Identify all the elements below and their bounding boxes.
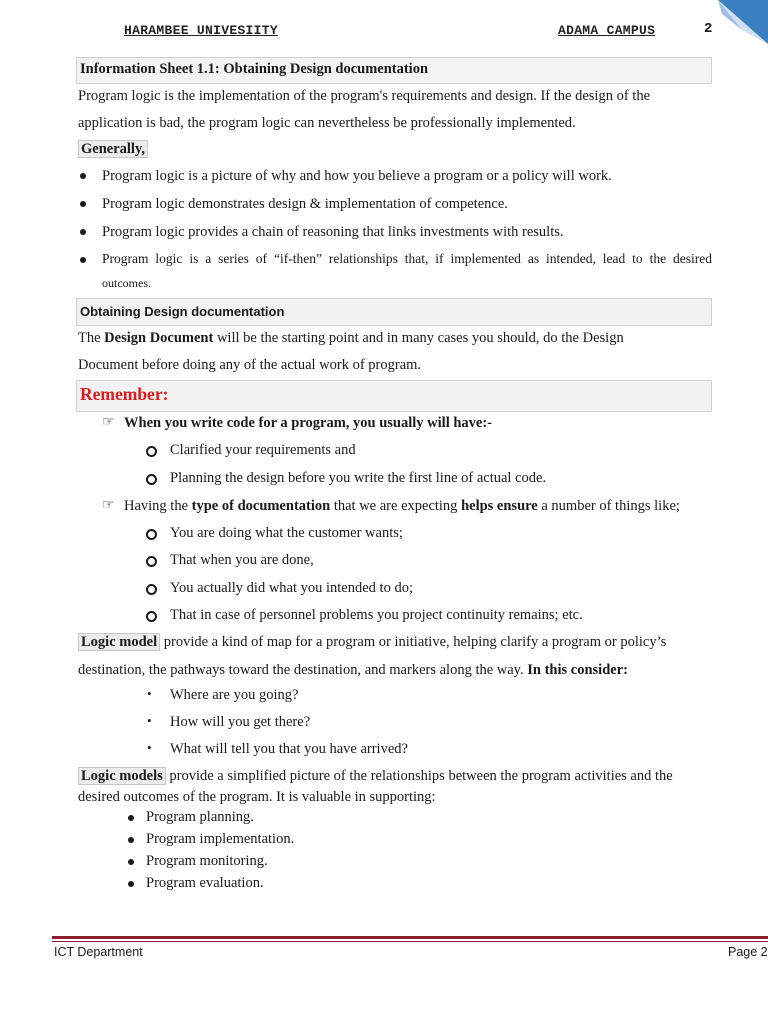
- generally-label: [78, 139, 148, 159]
- list-item: Program logic is a series of “if-then” relationships that, if implemented as intended, lead to the desired: [102, 251, 712, 266]
- obtaining-title-box: [76, 298, 712, 326]
- small-bullet-icon: •: [147, 713, 152, 728]
- bullet-icon: [80, 201, 86, 207]
- obtaining-paragraph-line-2: Document before doing any of the actual work of program.: [78, 357, 422, 373]
- list-item: Program evaluation.: [146, 875, 264, 891]
- bullet-icon: [128, 837, 134, 843]
- logic-model-line-1-text: provide a kind of map for a program or initiative, helping clarify a program or policy’s: [160, 634, 667, 650]
- footer-rule-thick: [52, 936, 768, 939]
- corner-page-curl-icon: [714, 0, 768, 58]
- bullet-icon: [128, 859, 134, 865]
- bullet-icon: [80, 229, 86, 235]
- circle-bullet-icon: [146, 556, 157, 567]
- small-bullet-icon: •: [147, 686, 152, 701]
- design-document-term: Design Document: [104, 330, 214, 346]
- footer-page: Page 2: [728, 945, 768, 959]
- intro-line-1: Program logic is the implementation of the program's requirements and design. If the design of the: [78, 88, 650, 104]
- obtaining-paragraph-line-1: [78, 328, 624, 348]
- footer-rule-thin: [52, 941, 768, 942]
- logic-model-line-2: [78, 660, 628, 680]
- list-item: Where are you going?: [170, 687, 299, 703]
- remember-title: Remember:: [80, 384, 169, 404]
- logic-models-line-2: desired outcomes of the program. It is valuable in supporting:: [78, 789, 436, 805]
- bullet-icon: [80, 257, 86, 263]
- list-item: Program planning.: [146, 809, 254, 825]
- list-item: Program logic is a picture of why and how you believe a program or a policy will work.: [102, 168, 612, 184]
- header-campus: ADAMA CAMPUS: [558, 23, 656, 38]
- intro-line-2: application is bad, the program logic can nevertheless be professionally implemented.: [78, 115, 576, 131]
- pointing-hand-icon: ☞: [102, 415, 115, 430]
- logic-models-term: Logic models: [78, 767, 166, 785]
- info-sheet-title: Information Sheet 1.1: Obtaining Design documentation: [80, 61, 429, 77]
- in-this-consider: In this consider:: [527, 662, 628, 678]
- obtaining-p1-pre: The: [78, 330, 105, 346]
- remember-item-1: When you write code for a program, you usually will have:-: [124, 415, 493, 431]
- logic-model-line-2-text: destination, the pathways toward the destination, and markers along the way.: [78, 662, 528, 678]
- item2-text-a: Having the: [124, 498, 192, 514]
- circle-bullet-icon: [146, 446, 157, 457]
- list-item: How will you get there?: [170, 714, 311, 730]
- footer-department: ICT Department: [54, 945, 143, 959]
- item2-text-e: a number of things like;: [537, 498, 680, 514]
- bullet-icon: [128, 815, 134, 821]
- bullet-icon: [80, 173, 86, 179]
- item2-text-c: that we are expecting: [330, 498, 462, 514]
- bullet-icon: [128, 881, 134, 887]
- list-item: You actually did what you intended to do;: [170, 580, 413, 596]
- circle-bullet-icon: [146, 584, 157, 595]
- info-sheet-title-box: [76, 57, 712, 84]
- logic-models-line-1: [78, 766, 673, 786]
- item2-bold-b: type of documentation: [191, 498, 331, 514]
- circle-bullet-icon: [146, 611, 157, 622]
- list-item: Clarified your requirements and: [170, 442, 356, 458]
- logic-model-line-1: [78, 632, 666, 652]
- list-item: Program logic provides a chain of reasoning that links investments with results.: [102, 224, 564, 240]
- list-item: Program monitoring.: [146, 853, 268, 869]
- remember-title-box: [76, 380, 712, 412]
- list-item-continuation: outcomes.: [102, 276, 151, 290]
- list-item: That when you are done,: [170, 552, 314, 568]
- header-page-number: 2: [704, 21, 713, 37]
- logic-model-term: Logic model: [78, 633, 160, 651]
- circle-bullet-icon: [146, 474, 157, 485]
- logic-models-line-1-text: provide a simplified picture of the relationships between the program activities and the: [165, 768, 673, 784]
- obtaining-p1-post: will be the starting point and in many cases you should, do the Design: [213, 330, 624, 346]
- list-item: That in case of personnel problems you project continuity remains; etc.: [170, 607, 583, 623]
- list-item: Program logic demonstrates design & implementation of competence.: [102, 196, 508, 212]
- small-bullet-icon: •: [147, 740, 152, 755]
- list-item: You are doing what the customer wants;: [170, 525, 403, 541]
- remember-item-2: [124, 496, 680, 516]
- pointing-hand-icon: ☞: [102, 498, 115, 513]
- list-item: Planning the design before you write the first line of actual code.: [170, 470, 547, 486]
- obtaining-title: Obtaining Design documentation: [80, 304, 285, 319]
- list-item: Program implementation.: [146, 831, 295, 847]
- circle-bullet-icon: [146, 529, 157, 540]
- generally-highlight: Generally,: [78, 140, 148, 158]
- item2-bold-d: helps ensure: [461, 498, 538, 514]
- list-item: What will tell you that you have arrived?: [170, 741, 408, 757]
- header-university: HARAMBEE UNIVESIITY: [124, 23, 278, 38]
